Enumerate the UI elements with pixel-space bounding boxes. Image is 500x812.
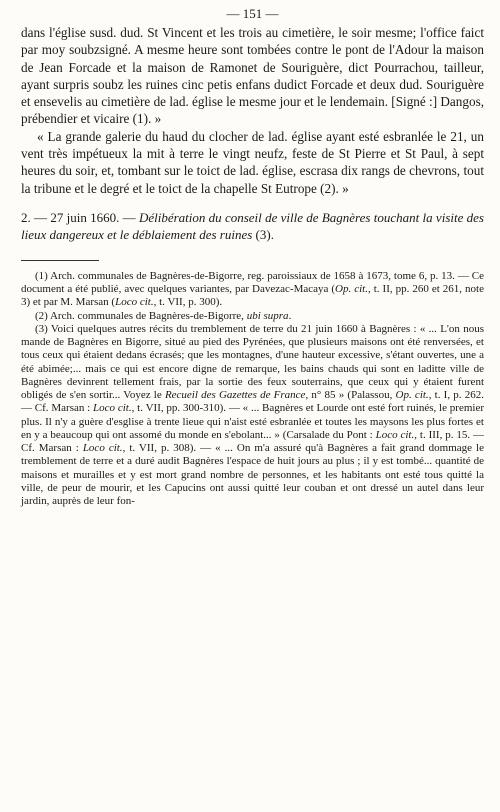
entry-ref: (3). xyxy=(252,226,274,242)
entry-title: Délibération du conseil de ville de Bagnères touchant la visite des lieux dangereux et le déblaiement des ruines xyxy=(21,209,484,242)
body-paragraph-1: dans l'église susd. dud. St Vincent et les trois au cimetière, le soir mesme; l'office faict par moy soubzsigné. A mesme heure sont tombées contre le pont de l'Adour la maison de Jean Forcade et la maison de Ramonet de Souriguère, dict Pourrachou, tailleur, ayant surpris soubz les ruines cinc petis enfans dudict Forcade et deux dud. Souriguère et ensevelis au cimetière de lad. église le mesme jour et le lendemain. [Signé :] Dangos, prébendier et vicaire (1). » xyxy=(21,25,484,127)
footnote-2: (2) Arch. communales de Bagnères-de-Bigorre, ubi supra. xyxy=(35,309,292,322)
footnote-1: (1) Arch. communales de Bagnères-de-Bigorre, reg. paroissiaux de 1658 à 1673, tome 6, p. 13. — Ce document a été publié, avec quelques variantes, par Davezac-Macaya (Op. cit., t. II, pp. 260 et 261, note 3) et par M. Marsan (Loco cit., t. VII, p. 300). xyxy=(21,269,484,309)
footnote-3: (3) Voici quelques autres récits du tremblement de terre du 21 juin 1660 à Bagnères : « ... L'on nous mande de Bagnères en Bigorre, situé au pied des Pyrénées, que plusieurs maisons ont été renversées, et tous ceux qui étaient dedans écrasés; que les montagnes, d'une hauteur excessive, s'étant ouvertes, une a été abimée;... mais ce qui est encore digne de remarque, les bains chauds qui sont en laditte ville de Bagnères devinrent tellement frais, par la sortie des feux souterrains, que ceux qui y étaient furent obligés de s'en sortir... Voyez le Recueil des Gazettes de France, n° 85 » (Palassou, Op. cit., t. I, p. 262. — Cf. Marsan : Loco cit., t. VII, pp. 300-310). — « ... Bagnères et Lourde ont esté fort ruinés, le premier plus. Il n'y a guère d'esglise à trente lieue qui n'aist esté esbranlée et toutes les maysons les plus fortes et en y a beaucoup qui ont assomé du monde en s'ebolant... » (Carsalade du Pont : Loco cit., t. III, p. 15. — Cf. Marsan : Loco cit., t. VII, p. 308). — « ... On m'a assuré qu'à Bagnères a fait grand dommage le tremblement de terre et a duré audit Bagnères l'espace de huit jours au plus ; il y est tombé... quantité de maisons et murailles et y est mort grand nombre de personnes, et les habitants ont esté tous quitté la ville, de peur de mourir, et les Capucins ont aussi quitté leur couban et ont dressé un autel dans leur jardin, auprès de leur fon- xyxy=(21,322,484,508)
entry-number: 2. — 27 juin 1660. — xyxy=(21,209,139,225)
main-text xyxy=(21,24,484,197)
body-paragraph-2: « La grande galerie du haud du clocher de lad. église ayant esté esbranlée le 21, un vent très impétueux la mit à terre le vingt neufz, feste de St Pierre et St Paul, à sept heures du soir, et, tombant sur le toict de lad. église, escrasa dix rangs de chevrons, tout la tribune et le degré et le toict de la chapelle St Eutrope (2). » xyxy=(21,128,484,196)
entry-heading xyxy=(21,209,484,243)
footnotes xyxy=(21,270,484,509)
page-number: — 151 — xyxy=(226,6,279,21)
footnote-separator xyxy=(21,260,99,261)
